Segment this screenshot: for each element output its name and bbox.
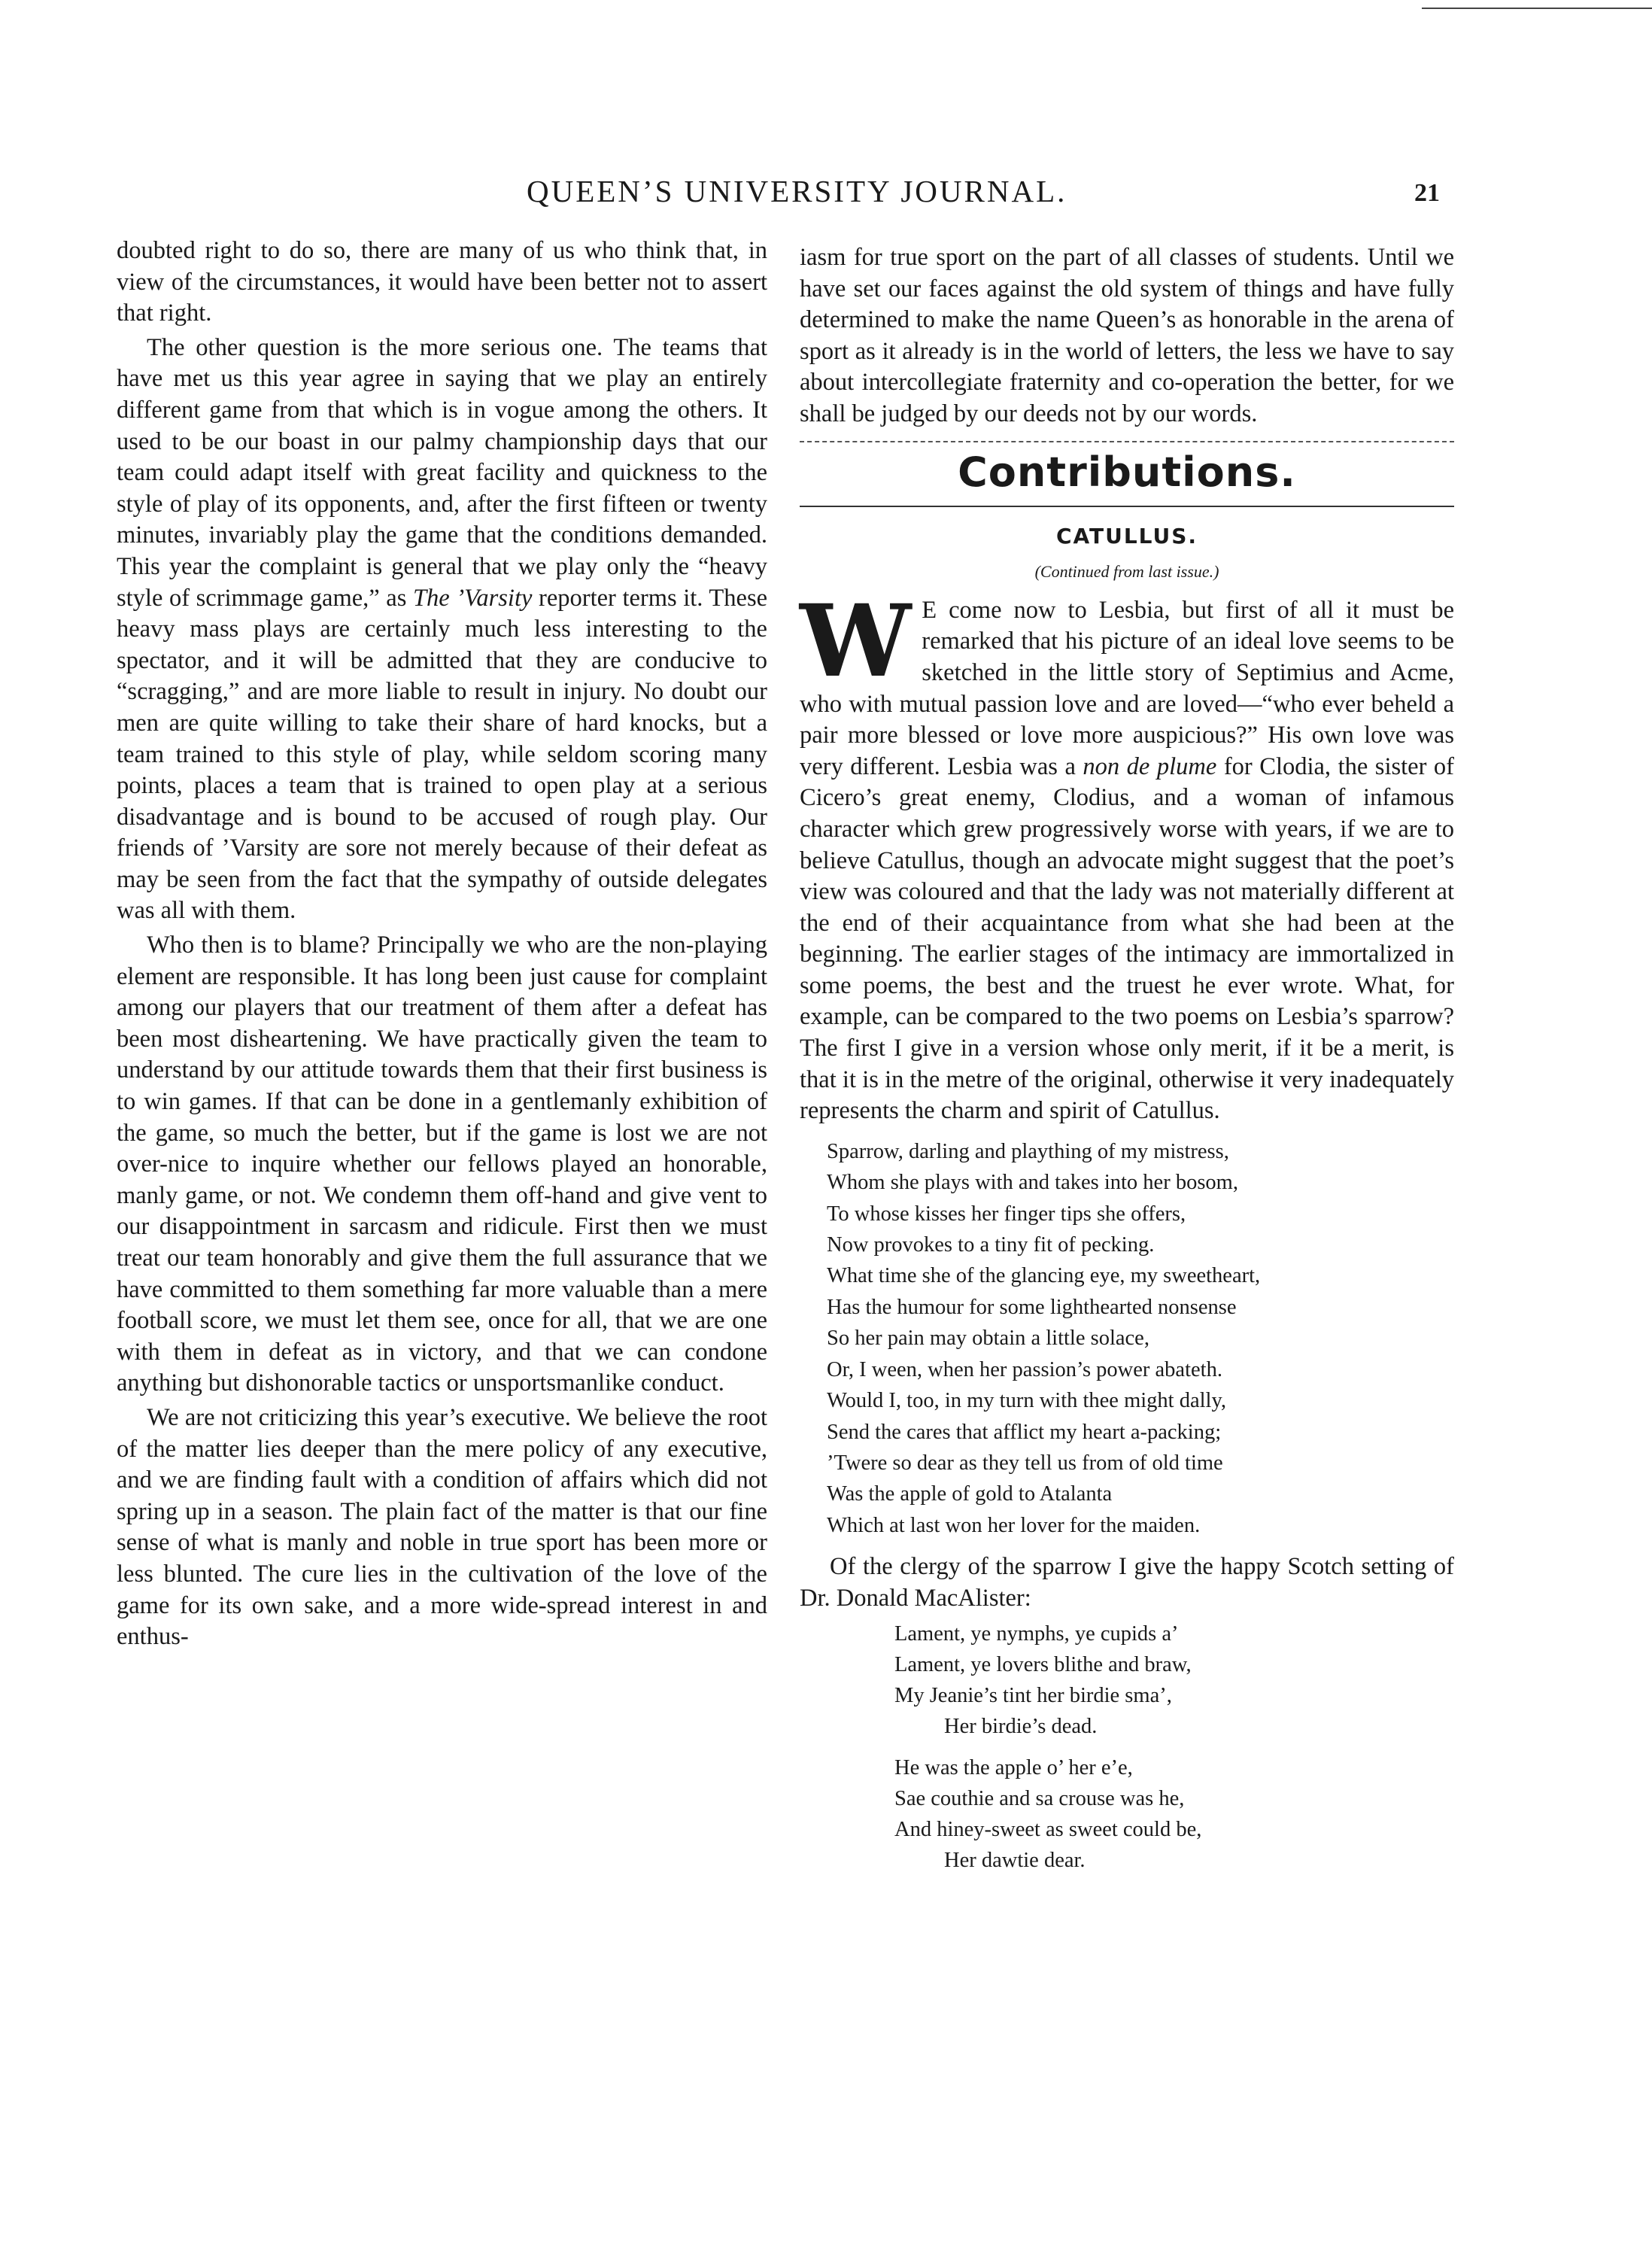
italic-title: The ’Varsity <box>412 584 533 612</box>
verse-line: Sae couthie and sa crouse was he, <box>894 1787 1185 1811</box>
verse-block <box>800 1136 1454 1541</box>
page-number: 21 <box>1414 179 1440 207</box>
italic-phrase: non de plume <box>1083 752 1217 780</box>
article-subtitle: (Continued from last issue.) <box>1034 562 1219 582</box>
page-header <box>0 173 1652 218</box>
divider <box>800 441 1454 442</box>
verse-line: What time she of the glancing eye, my sweetheart, <box>827 1264 1261 1288</box>
left-column <box>117 236 767 1653</box>
paragraph: doubted right to do so, there are many of us who think that, in view of the circumstances, it would have been better not to assert that right. <box>117 237 767 327</box>
scots-poem <box>800 1618 1454 1876</box>
verse-line: Lament, ye nymphs, ye cupids a’ <box>894 1622 1179 1646</box>
opening-paragraph <box>800 582 1455 1127</box>
drop-cap: W <box>800 582 912 700</box>
verse-line: To whose kisses her finger tips she offers, <box>827 1202 1186 1226</box>
section-heading: Contributions. <box>958 448 1296 496</box>
paragraph: We are not criticizing this year’s executive. We believe the root of the matter lies deeper than the mere policy of any executive, and we are finding fault with a condition of affairs which did not spring up in a season. The plain fact of the matter is that our fine sense of what is manly and noble in true sport has been more or less blunted. The cure lies in the cultivation of the love of the game for its own sake, and a more wide-spread interest in and enthus- <box>117 1403 767 1651</box>
paragraph: The other question is the more serious one. The teams that have met us this year agree in saying that we play an entirely different game from that which is in vogue among the others. It used to be our boast in our palmy championship days that our team could adapt itself with great facility and quickness to the style of play of its opponents, and, after the first fifteen or twenty minutes, invariably play the game that the conditions demanded. This year the complaint is general that we play only the “heavy style of scrimmage game,” as The ’Varsity reporter terms it. These heavy mass plays are certainly much less interesting to the spectator, and it will be admitted that they are conducive to “scragging,” and are more liable to result in injury. No doubt our men are quite willing to take their share of hard knocks, but a team trained to this style of play, while seldom scoring many points, places a team that is trained to open play at a serious disadvantage and is bound to be accused of rough play. Our friends of ’Varsity are sore not merely because of their defeat as may be seen from the fact that the sympathy of outside delegates was all with them. <box>117 333 768 925</box>
verse-line: Her dawtie dear. <box>944 1849 1086 1873</box>
verse-line: Would I, too, in my turn with thee might dally, <box>827 1389 1226 1413</box>
verse-line: So her pain may obtain a little solace, <box>827 1327 1149 1351</box>
stanza-gap <box>894 1742 1454 1752</box>
divider <box>800 506 1454 507</box>
verse-line: Has the humour for some lighthearted nonsense <box>827 1295 1237 1319</box>
verse-line: Send the cares that afflict my heart a-packing; <box>827 1420 1222 1444</box>
verse-line: Which at last won her lover for the maiden. <box>827 1513 1201 1537</box>
top-edge-rule <box>1422 8 1652 9</box>
verse-line: My Jeanie’s tint her birdie sma’, <box>894 1684 1172 1708</box>
verse-line: Sparrow, darling and plaything of my mistress, <box>827 1139 1229 1163</box>
verse-line: Now provokes to a tiny fit of pecking. <box>827 1233 1155 1257</box>
paragraph: Of the clergy of the sparrow I give the happy Scotch setting of Dr. Donald MacAlister: <box>800 1553 1454 1612</box>
article-title: CATULLUS. <box>1055 523 1198 549</box>
verse-line: Was the apple of gold to Atalanta <box>827 1482 1113 1506</box>
verse-line: He was the apple o’ her e’e, <box>894 1756 1133 1780</box>
verse-line: Or, I ween, when her passion’s power abateth. <box>827 1357 1222 1381</box>
paragraph: Who then is to blame? Principally we who are the non-playing element are responsible. It has long been just cause for complaint among our players that our treatment of them after a defeat has been most disheartening. We have practically given the team to understand by our attitude towards them that their first business is to win games. If that can be done in a gentlemanly exhibition of the game, so much the better, but if the game is lost we are not over-nice to inquire whether our fellows played an honorable, manly game, or not. We condemn them off-hand and give vent to our disappointment in sarcasm and ridicule. First then we must treat our team honorably and give them the full assurance that we have committed to them something far more valuable than a mere football score, we must let them see, once for all, that we are one with them in defeat as in victory, and that we can condone anything but dishonorable tactics or unsportsmanlike conduct. <box>117 931 767 1397</box>
paragraph: iasm for true sport on the part of all classes of students. Until we have set our faces against the old system of things and have fully determined to make the name Queen’s as honorable in the arena of sport as it already is in the world of letters, the less we have to say about intercollegiate fraternity and co-operation the better, for we shall be judged by our deeds not by our words. <box>800 244 1454 427</box>
verse-line: Lament, ye lovers blithe and braw, <box>894 1653 1192 1677</box>
right-column <box>800 242 1454 1876</box>
verse-line: And hiney-sweet as sweet could be, <box>894 1818 1202 1842</box>
verse-line: ’Twere so dear as they tell us from of old time <box>827 1451 1223 1475</box>
verse-line: Whom she plays with and takes into her bosom, <box>827 1171 1238 1195</box>
paragraph: E come now to Lesbia, but first of all it must be remarked that his picture of an ideal love seems to be sketched in the little story of Septimius and Acme, who with mutual passion love and are loved—“who ever beheld a pair more blessed or love more auspicious?” His own love was very different. Lesbia was a non de plume for Clodia, the sister of Cicero’s great enemy, Clodius, and a woman of infamous character which grew progressively worse with years, if we are to believe Catullus, though an advocate might suggest that the poet’s view was coloured and that the lady was not materially different at the end of their acquaintance from what she had been at the beginning. The earlier stages of the intimacy are immortalized in some poems, the best and the truest he ever wrote. What, for example, can be compared to the two poems on Lesbia’s sparrow? The first I give in a version whose only merit, if it be a merit, is that it is in the metre of the original, otherwise it very inadequately represents the charm and spirit of Catullus. <box>800 596 1455 1125</box>
journal-title: QUEEN’S UNIVERSITY JOURNAL. <box>527 174 1067 208</box>
verse-line: Her birdie’s dead. <box>944 1715 1098 1739</box>
